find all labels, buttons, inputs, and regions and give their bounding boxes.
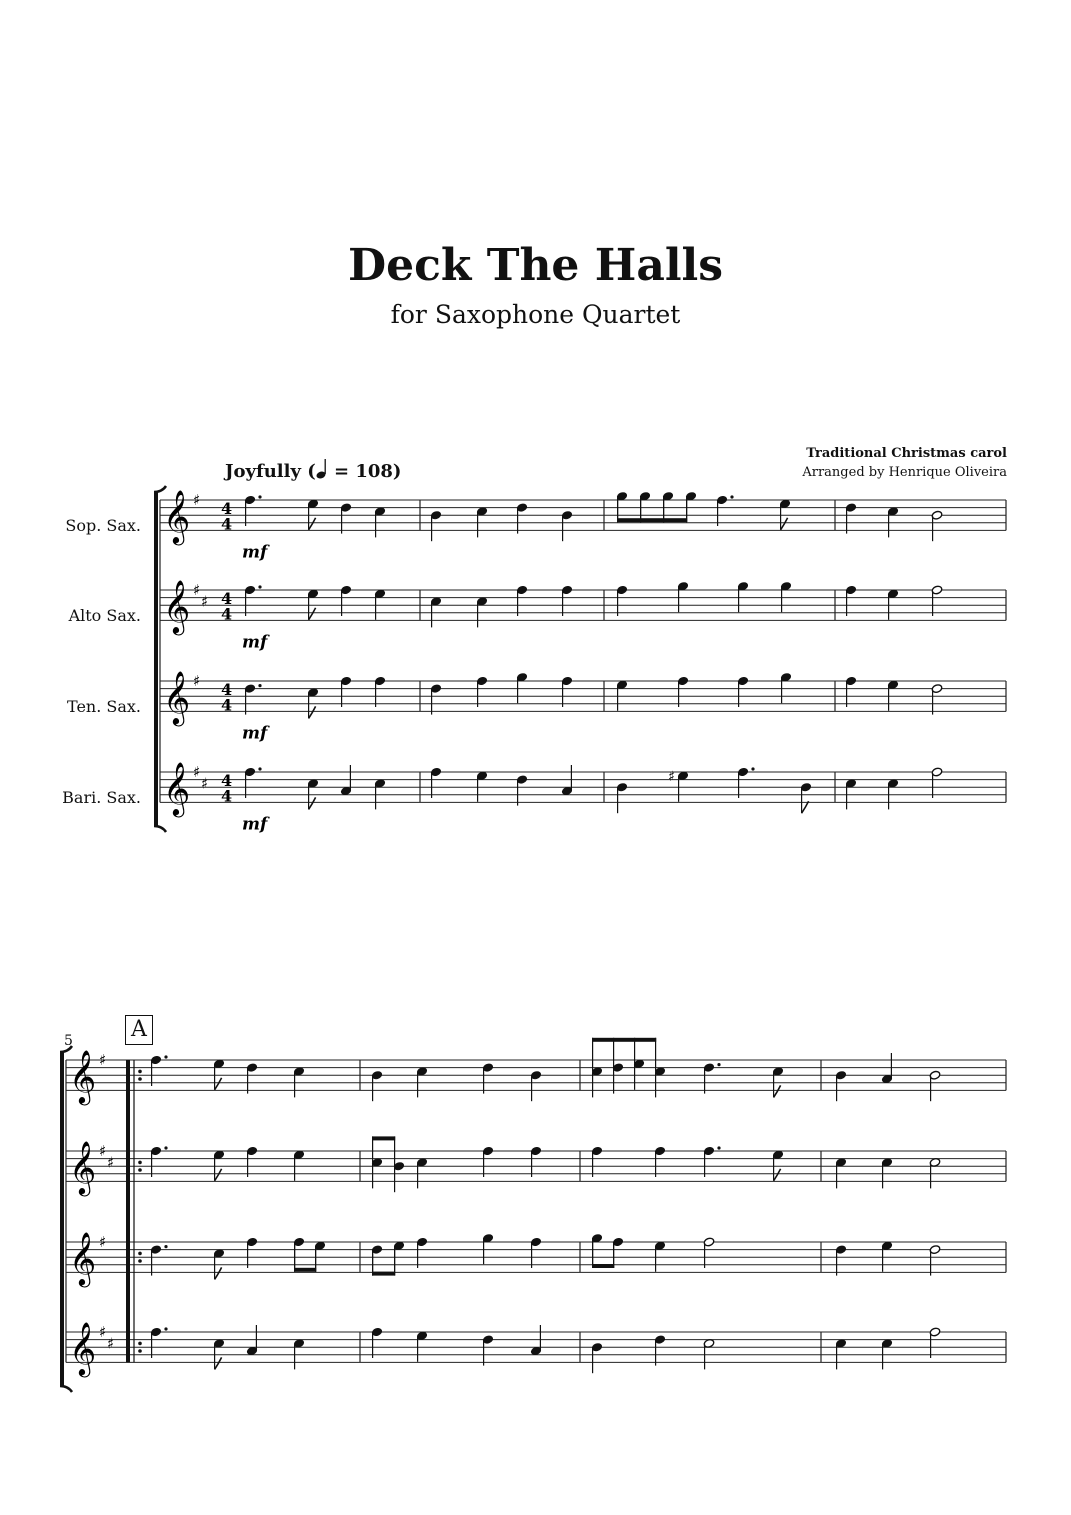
- note-dot: [258, 585, 261, 588]
- repeat-dot: [138, 1259, 142, 1263]
- repeat-thick-barline: [126, 1060, 130, 1362]
- note-dot: [258, 495, 261, 498]
- score-subtitle: for Saxophone Quartet: [390, 300, 681, 329]
- note-dot: [751, 767, 754, 770]
- treble-clef-icon: 𝄞: [69, 1230, 97, 1285]
- treble-clef-icon: 𝄞: [69, 1320, 97, 1375]
- arranger-credit: Arranged by Henrique Oliveira: [802, 465, 1007, 480]
- note-dot: [258, 767, 261, 770]
- note-flag: [802, 801, 809, 813]
- note-flag: [215, 1267, 222, 1279]
- time-signature-top: 4: [221, 680, 233, 700]
- note-flag: [774, 1169, 781, 1181]
- note-beam: [617, 518, 687, 522]
- repeat-dot: [138, 1252, 142, 1256]
- note-dot: [164, 1245, 167, 1248]
- repeat-dot: [138, 1168, 142, 1172]
- treble-clef-icon: 𝄞: [163, 760, 191, 815]
- note-beam: [372, 1136, 395, 1140]
- repeat-dot: [138, 1070, 142, 1074]
- note-flag: [215, 1169, 222, 1181]
- key-sharp-icon: ♯: [201, 774, 209, 793]
- dynamic-marking: mf: [242, 542, 268, 563]
- instrument-label-alto: Alto Sax.: [68, 606, 141, 625]
- note-flag: [309, 706, 316, 718]
- key-sharp-icon: ♯: [193, 581, 201, 599]
- note-beam: [592, 1038, 656, 1042]
- rehearsal-mark: A: [125, 1015, 153, 1045]
- note-dot: [258, 684, 261, 687]
- composer-credit: Traditional Christmas carol: [806, 446, 1007, 461]
- note-dot: [717, 1146, 720, 1149]
- system-bracket-bottom: [60, 1386, 72, 1392]
- key-sharp-icon: ♯: [193, 672, 201, 690]
- tempo-text-after: = 108): [327, 461, 402, 482]
- note-flag: [309, 608, 316, 620]
- time-signature-top: 4: [221, 499, 233, 519]
- note-flag: [215, 1357, 222, 1369]
- note-flag: [215, 1078, 222, 1090]
- treble-clef-icon: 𝄞: [163, 488, 191, 543]
- note-dot: [164, 1146, 167, 1149]
- instrument-label-tenor: Ten. Sax.: [67, 697, 141, 716]
- key-sharp-icon: ♯: [201, 592, 209, 611]
- score-title: Deck The Halls: [347, 240, 724, 291]
- key-sharp-icon: ♯: [193, 763, 201, 781]
- treble-clef-icon: 𝄞: [163, 669, 191, 724]
- instrument-label-soprano: Sop. Sax.: [65, 516, 141, 535]
- instrument-label-baritone: Bari. Sax.: [62, 788, 141, 807]
- repeat-dot: [138, 1077, 142, 1081]
- measure-number: 5: [64, 1033, 73, 1049]
- note-beam: [592, 1264, 614, 1268]
- note-flag: [309, 518, 316, 530]
- note-flag: [781, 518, 788, 530]
- note-beam: [372, 1272, 395, 1276]
- time-signature-top: 4: [221, 771, 233, 791]
- key-sharp-icon: ♯: [99, 1051, 107, 1069]
- note-flag: [774, 1085, 781, 1097]
- dynamic-marking: mf: [242, 632, 268, 653]
- dynamic-marking: mf: [242, 814, 268, 835]
- key-sharp-icon: ♯: [99, 1323, 107, 1341]
- repeat-dot: [138, 1161, 142, 1165]
- note-flag: [309, 797, 316, 809]
- note-beam: [294, 1268, 316, 1272]
- treble-clef-icon: 𝄞: [69, 1139, 97, 1194]
- tempo-text-before: Joyfully (: [225, 461, 316, 482]
- time-signature-bottom: 4: [221, 514, 233, 534]
- note-dot: [164, 1327, 167, 1330]
- note-dot: [717, 1063, 720, 1066]
- time-signature-bottom: 4: [221, 695, 233, 715]
- key-sharp-icon: ♯: [107, 1153, 115, 1172]
- time-signature-bottom: 4: [221, 604, 233, 624]
- repeat-dot: [138, 1342, 142, 1346]
- treble-clef-icon: 𝄞: [163, 578, 191, 633]
- system-bracket-bottom: [154, 826, 166, 832]
- accidental-sharp-icon: ♯: [668, 768, 675, 785]
- key-sharp-icon: ♯: [193, 491, 201, 509]
- key-sharp-icon: ♯: [107, 1334, 115, 1353]
- dynamic-marking: mf: [242, 723, 268, 744]
- note-dot: [730, 495, 733, 498]
- time-signature-bottom: 4: [221, 786, 233, 806]
- key-sharp-icon: ♯: [99, 1142, 107, 1160]
- note-dot: [164, 1055, 167, 1058]
- key-sharp-icon: ♯: [99, 1233, 107, 1251]
- repeat-dot: [138, 1349, 142, 1353]
- time-signature-top: 4: [221, 589, 233, 609]
- treble-clef-icon: 𝄞: [69, 1048, 97, 1103]
